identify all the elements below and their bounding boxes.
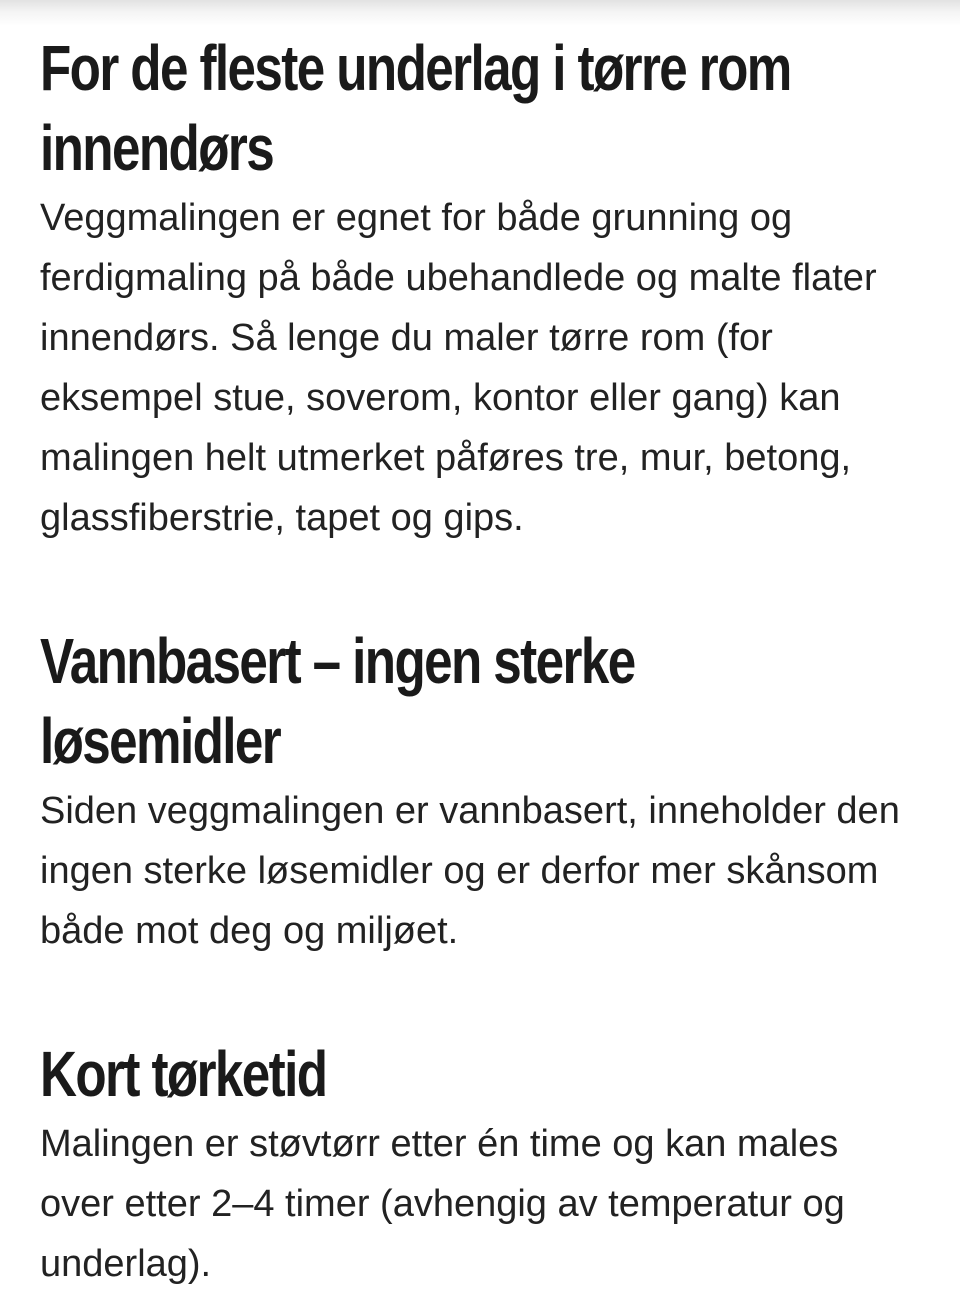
section-body-text: Malingen er støvtørr etter én time og kan males over etter 2–4 timer (avhengig av temperatur og underlag). bbox=[40, 1123, 845, 1285]
section-dry-rooms bbox=[40, 28, 920, 548]
heading-line-1: For de fleste underlag i tørre rom bbox=[40, 32, 791, 104]
article-content bbox=[40, 28, 920, 1294]
section-heading bbox=[40, 621, 920, 781]
heading-line-2: innendørs bbox=[40, 112, 274, 184]
heading-line-1: Kort tørketid bbox=[40, 1038, 327, 1110]
heading-line-2: løsemidler bbox=[40, 705, 281, 777]
heading-line-1: Vannbasert – ingen sterke bbox=[40, 625, 635, 697]
section-heading bbox=[40, 1034, 920, 1114]
section-drying-time bbox=[40, 1034, 920, 1294]
section-body-text: Veggmalingen er egnet for både grunning og ferdigmaling på både ubehandlede og malte flater innendørs. Så lenge du maler tørre rom (for eksempel stue, soverom, kontor eller gang) kan malingen helt utmerket påføres tre, mur, betong, glassfiberstrie, tapet og gips. bbox=[40, 197, 877, 539]
section-body-text: Siden veggmalingen er vannbasert, inneholder den ingen sterke løsemidler og er derfor mer skånsom både mot deg og miljøet. bbox=[40, 790, 900, 952]
top-bar-shadow bbox=[0, 0, 960, 26]
section-heading bbox=[40, 28, 920, 188]
section-water-based bbox=[40, 621, 920, 961]
